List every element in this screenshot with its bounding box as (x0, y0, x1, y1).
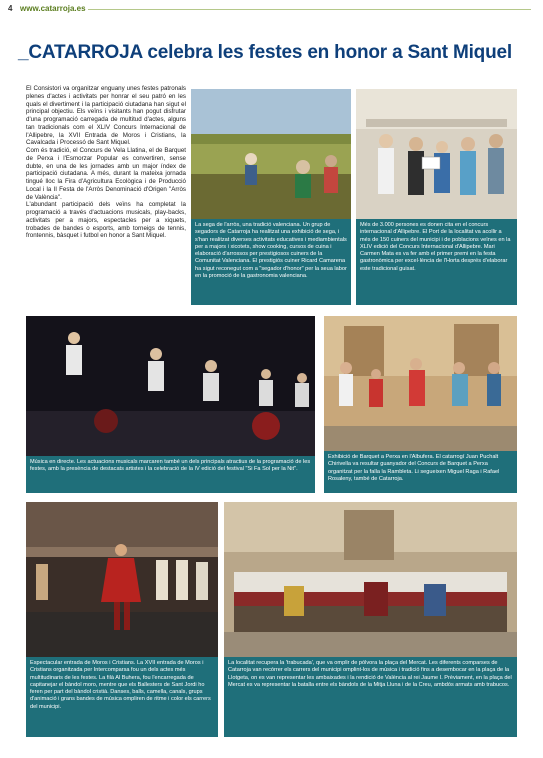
photo-barquet-winners (324, 316, 517, 451)
caption-moros: Espectacular entrada de Moros i Cristians. La XVII entrada de Moros i Cristians organitzada per Intercomparsa fou un dels actes més multitudinaris de les festes. La filà Al Buhera, fou l'encarregada de capitanejar el bàndol moro, mentre que els Ballesters de Sant Jordi ho feren per part del bàndol cristià. Danses, balls, camella, canals, grups d'animació i grans bandes de música ompliren de ritme i color els carrers del municipi. (26, 657, 218, 737)
intro-paragraph: El Consistori va organitzar enguany unes festes patronals plenes d'actes i activitats per honrar el seu patró en les quals el divertiment i la participació ciutadana han sigut el principal objectiu. Els veïns i visitants han pogut disfrutar d'una programació carregada de multitud d'actes, alguns tan tradicionals com el XLIV Concurs Internacional de l'Allipebre, la XVII Entrada de Moros i Cristians, la Cavalcada i Processó de Sant Miquel. (26, 85, 186, 147)
photo-live-music (26, 316, 315, 456)
page-headline: _CATARROJA celebra les festes en honor a Sant Miquel (18, 42, 512, 63)
header-rule (88, 9, 531, 10)
intro-paragraph: L'abundant participació dels veïns ha completat la programació a través d'actuacions musicals, play-backs, activitats per a majors, espectacles per a xiquets, trobades de bandes o esports, amb torneigs de tennis, frontennis, bàsquet i futbol en honor a Sant Miquel. (26, 201, 186, 240)
intro-paragraph: Com és tradició, el Concurs de Vela Llatina, el de Barquet de Perxa i l'Esmorzar Popular es convertiren, sense dubte, en una de les jornades amb un major índex de participació ciutadana. A més, durant la mateixa jornada tingué lloc la Fira d'Agricultura Ecològica i de Producció Local i la II Festa de l'Arròs Denominació d'Origen "Arròs de València". (26, 147, 186, 201)
caption-trabucada: La localitat recupera la 'trabucada', que va omplir de pólvora la plaça del Mercat. Les diferents comparses de Catarroja van recórrer els carrers del municipi omplint-los de música i tradició fins a desembocar en la plaça de la Llotgeta, on es van representar les ambaixades i la rendició de València al rei Jaume I. Prèviament, en la plaça del Mercat es va representar la batalla entre els bàndols de la Mitja Lluna i de la Creu, ambdós armats amb trabucos. (224, 657, 517, 737)
caption-allipebre: Més de 3.000 persones es donen cita en el concurs internacional d'Allipebre. El Port de la localitat va acollir a més de 150 cuiners del municipi i de poblacions veïnes en la XLIV edició del Concurs Internacional d'Allipebre. Mari Carmen Mata es va fer amb el primer premi en la festa gastronòmica per excel·lència de l'Horta després d'elaborar este tradicional guisat. (356, 219, 517, 305)
caption-live-music: Música en directe. Les actuacions musicals marcaren també un dels principals atractius de la programació de les festes, amb la presència de destacats artistes i la celebració de la IV edició del festival "Si Fa Sol per la Nit". (26, 456, 315, 493)
photo-rice-harvest (191, 89, 351, 219)
photo-moros-cristians (26, 502, 218, 657)
site-url[interactable]: www.catarroja.es (20, 4, 86, 13)
caption-barquet: Exhibició de Barquet a Perxa en l'Albufera. El catarrogí Juan Puchalt Chirivella va resultar guanyador del Concurs de Barquet a Perxa organitzat per la falla la Rambleta. Li segueixen Miguel Raga i Rafael Rosaleny, també de Catarroja. (324, 451, 517, 493)
intro-text (26, 85, 186, 240)
page-number: 4 (8, 4, 13, 13)
photo-trabucada-group (224, 502, 517, 657)
caption-rice-harvest: La sega de l'arròs, una tradició valenciana. Un grup de segadors de Catarroja ha realitzat una exhibició de sega, i s'han realitzat diverses activitats educatives i mediambientals per a majors i xicotets, show cooking, cursos de cuina i elaboració d'arrossos per prestigiosos cuiners de la Comunitat Valenciana. El prestigiós cuiner Ricard Camarena ha sigut reconegut com a "segador d'honor" per la seua labor en la promoció de la gastronomia valenciana. (191, 219, 351, 305)
photo-allipebre-award (356, 89, 517, 219)
